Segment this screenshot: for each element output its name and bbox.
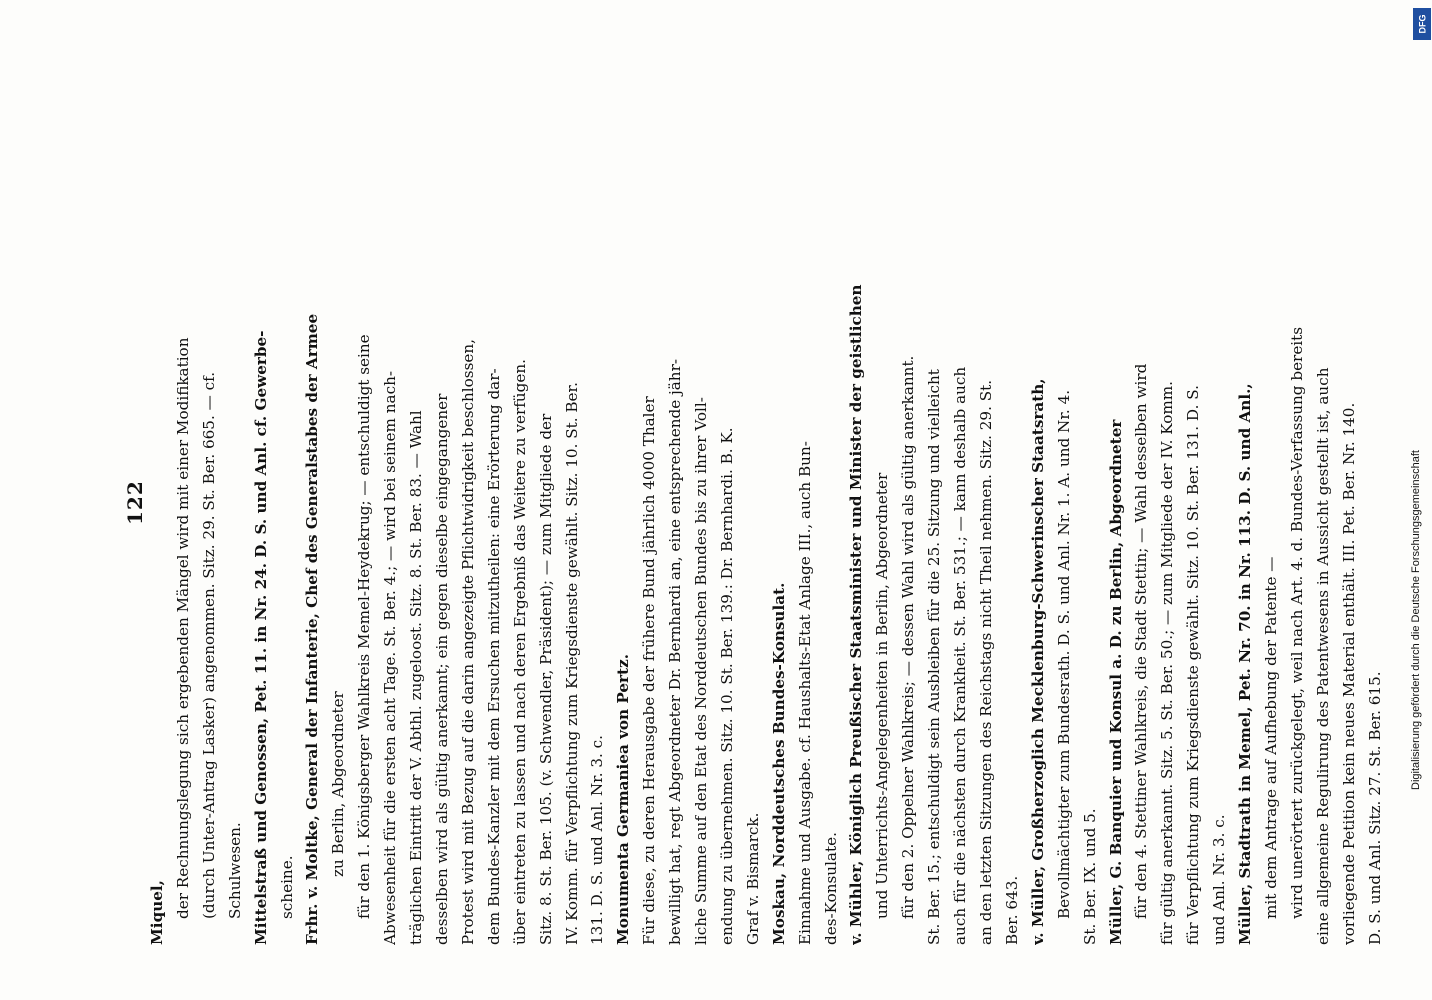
text-line: des-Konsulate. <box>821 832 840 945</box>
text-line: Müller, G. Banquier und Konsul a. D. zu Berlin, Abgeordneter <box>1106 419 1125 945</box>
text-line: Protest wird mit Bezug auf die darin angezeigte Pflichtwidrigkeit beschlossen, <box>458 339 477 945</box>
text-line: Für diese, zu deren Herausgabe der frühere Bund jährlich 4000 Thaler <box>640 396 659 945</box>
rotated-text-block <box>123 65 1384 945</box>
text-line: Schulwesen. <box>225 822 244 919</box>
text-line: der Rechnungslegung sich ergebenden Mängel wird mit einer Modifikation <box>173 337 192 919</box>
text-line: für den 2. Oppelner Wahlkreis; — dessen Wahl wird als gültig anerkannt. <box>899 355 918 919</box>
text-line: eine allgemeine Regulirung des Patentwesens in Aussicht gestellt ist, auch <box>1313 367 1332 945</box>
text-line: träglichen Eintritt der V. Abthl. zugeloost. Sitz. 8. St. Ber. 83. — Wahl <box>407 410 426 945</box>
text-line: Einnahme und Ausgabe. cf. Haushalts-Etat Anlage III., auch Bun- <box>795 441 814 945</box>
text-line: vorliegende Petition kein neues Material enthält. III. Pet. Ber. Nr. 140. <box>1339 402 1358 945</box>
text-line: Sitz. 8. St. Ber. 105. (v. Schwendler, Präsident); — zum Mitgliede der <box>536 413 555 945</box>
text-line: zu Berlin, Abgeordneter <box>329 691 348 877</box>
text-line: Frhr. v. Moltke, General der Infanterie, Chef des Generalstabes der Armee <box>303 313 322 945</box>
text-line: für den 4. Stettiner Wahlkreis, die Stadt Stettin; — Wahl desselben wird <box>1132 363 1151 919</box>
text-line: und Unterrichts-Angelegenheiten in Berlin, Abgeordneter <box>873 472 892 919</box>
text-line: Abwesenheit für die ersten acht Tage. St. Ber. 4.; — wird bei seinem nach- <box>381 370 400 945</box>
text-line: Miquel, <box>148 880 166 945</box>
text-line: für den 1. Königsberger Wahlkreis Memel-Heydekrug; — entschuldigt seine <box>355 334 374 919</box>
dfg-logo-text: DFG <box>1417 14 1427 34</box>
text-line: Moskau, Norddeutsches Bundes-Konsulat. <box>769 582 788 945</box>
text-line: dem Bundes-Kanzler mit dem Ersuchen mitzutheilen: eine Erörterung dar- <box>484 368 503 945</box>
text-line: bewilligt hat, regt Abgeordneter Dr. Bernhardi an, eine entsprechende jähr- <box>666 359 685 945</box>
text-line: mit dem Antrage auf Aufhebung der Patente — <box>1261 556 1280 919</box>
text-line: über eintreten zu lassen und nach deren Ergebniß das Weitere zu verfügen. <box>510 359 529 945</box>
text-line: endung zu übernehmen. Sitz. 10. St. Ber. 139.: Dr. Bernhardi. B. K. <box>717 427 736 945</box>
text-line: D. S. und Anl. Sitz. 27. St. Ber. 615. <box>1365 671 1384 945</box>
text-line: wird unerörtert zurückgelegt, weil nach Art. 4. d. Bundes-Verfassung bereits <box>1287 326 1306 919</box>
text-line: scheine. <box>277 855 296 919</box>
text-line: und Anl. Nr. 3. c. <box>1210 814 1229 945</box>
text-line: St. Ber. IX. und 5. <box>1080 808 1099 945</box>
text-line: Müller, Stadtrath in Memel, Pet. Nr. 70. in Nr. 113. D. S. und Anl., <box>1236 383 1255 945</box>
text-line: Ber. 643. <box>1002 875 1021 945</box>
text-line: v. Mühler, Königlich Preußischer Staatsminister und Minister der geistlichen <box>847 284 866 945</box>
text-line: Bevollmächtigter zum Bundesrath. D. S. und Anl. Nr. 1. A. und Nr. 4. <box>1054 389 1073 919</box>
funding-notice: Digitalisierung gefördert durch die Deutsche Forschungsgemeinschaft <box>1410 450 1422 790</box>
text-line: Graf v. Bismarck. <box>743 812 762 945</box>
text-line: Mittelstraß und Genossen, Pet. 11. in Nr. 24. D. S. und Anl. cf. Gewerbe- <box>251 330 270 945</box>
text-line: auch für die nächsten durch Krankheit. St. Ber. 531.; — kann deshalb auch <box>951 366 970 945</box>
dfg-logo <box>1413 8 1431 40</box>
text-line: Monumenta Germaniea von Pertz. <box>614 654 633 945</box>
text-line: (durch Unter-Antrag Lasker) angenommen. Sitz. 29. St. Ber. 665. — cf. <box>199 371 218 919</box>
text-line: für gültig anerkannt. Sitz. 5. St. Ber. 50.; — zum Mitgliede der IV. Komm. <box>1158 381 1177 945</box>
text-line: 131. D. S. und Anl. Nr. 3. c. <box>588 734 607 945</box>
text-line: St. Ber. 15.; entschuldigt sein Ausbleiben für die 25. Sitzung und vielleicht <box>925 369 944 945</box>
index-entries <box>145 65 1389 945</box>
text-line: an den letzten Sitzungen des Reichstags nicht Theil nehmen. Sitz. 29. St. <box>977 379 995 945</box>
text-line: liche Summe auf den Etat des Norddeutschen Bundes bis zu ihrer Voll- <box>692 397 711 945</box>
text-line: desselben wird als gültig anerkannt; ein gegen dieselbe eingegangener <box>432 393 451 945</box>
text-line: für Verpflichtung zum Kriegsdienste gewählt. Sitz. 10. St. Ber. 131. D. S. <box>1184 385 1203 945</box>
text-line: IV. Komm. für Verpflichtung zum Kriegsdienste gewählt. Sitz. 10. St. Ber. <box>562 382 581 945</box>
text-line: v. Müller, Großherzoglich Mecklenburg-Schwerinscher Staatsrath, <box>1028 378 1047 945</box>
page-number: 122 <box>123 480 147 525</box>
